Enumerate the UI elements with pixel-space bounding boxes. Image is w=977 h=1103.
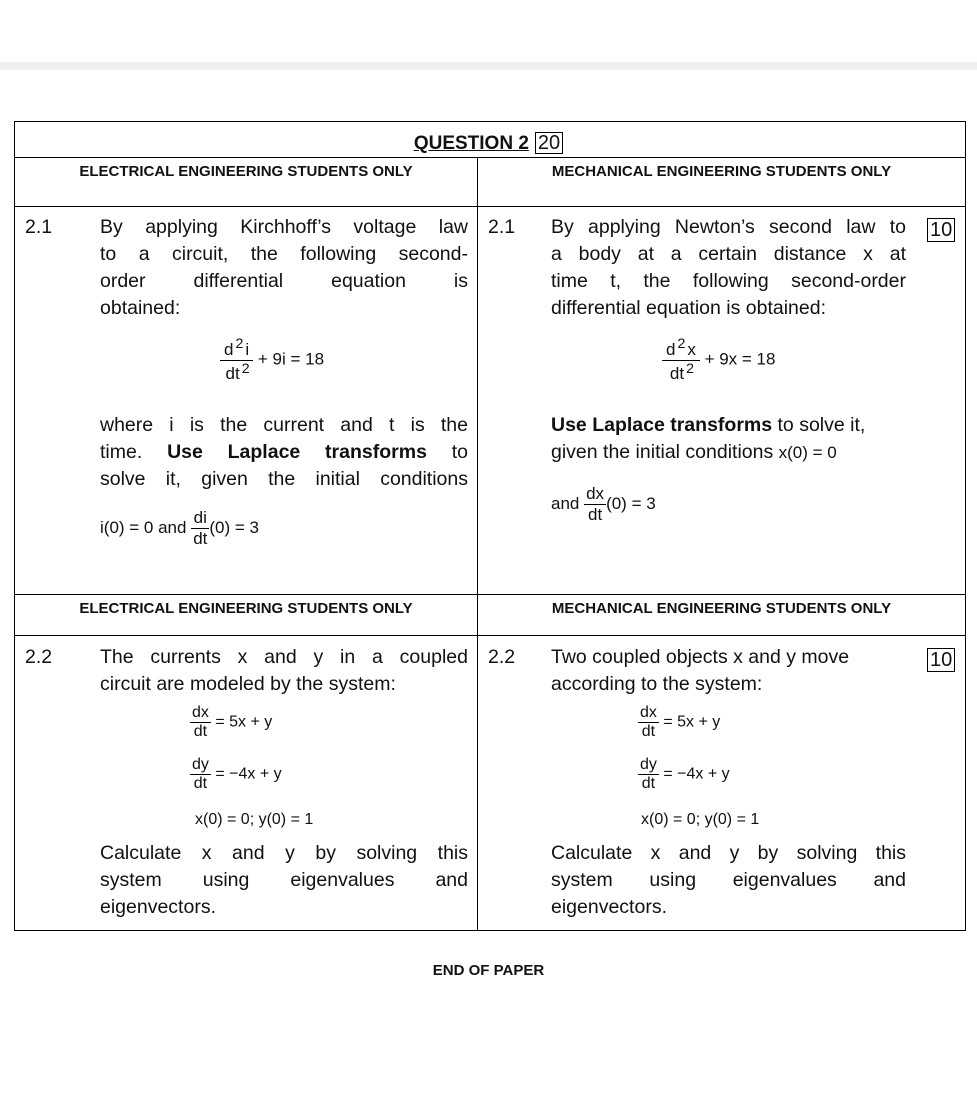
- question-2-2-electrical-instructions: Calculate x and y by solving this system using eigenvalues and eigenvectors.: [100, 842, 468, 918]
- question-2-1-mechanical-text: By applying Newton’s second law to a body at a certain distance x at time t, the following second-order differential equation is obtained:: [551, 216, 906, 319]
- question-2-1-electrical-text: By applying Kirchhoff’s voltage law to a circuit, the following second- order differential equation is obtained:: [100, 216, 468, 319]
- system-initial-values: x(0) = 0; y(0) = 1: [195, 811, 314, 828]
- table-bottom-border: [14, 930, 966, 931]
- system-equation-dy: $\frac{dy}{dt}$ = −4x + y: [640, 756, 730, 792]
- differential-equation: $\frac{d ^2 x}{dt ^2}$ + 9x = 18: [662, 336, 775, 384]
- question-2-2-electrical-text: The currents x and y in a coupled circuit are modeled by the system:: [100, 646, 468, 695]
- question-number: 2.1: [25, 216, 53, 238]
- marks-box: 10: [927, 218, 955, 242]
- title-row-divider: [14, 157, 966, 158]
- electrical-header-2: ELECTRICAL ENGINEERING STUDENTS ONLY: [79, 600, 413, 617]
- section1-bottom: [14, 594, 966, 595]
- system-equation-dy: $\frac{dy}{dt}$ = −4x + y: [192, 756, 282, 792]
- table-left-border: [14, 121, 15, 931]
- question-2-1-electrical-instructions: where i is the current and t is the time. Use Laplace transforms to solve it, given the initial conditions: [100, 414, 468, 490]
- system-initial-values: x(0) = 0; y(0) = 1: [641, 811, 760, 828]
- question-number: 2.2: [25, 646, 53, 668]
- header2-divider: [14, 635, 966, 636]
- mechanical-header-1: MECHANICAL ENGINEERING STUDENTS ONLY: [551, 163, 892, 180]
- system-equation-dx: $\frac{dx}{dt}$ = 5x + y: [192, 704, 273, 740]
- question-total-marks: 20: [535, 132, 563, 154]
- question-2-2-mechanical-text: Two coupled objects x and y move according to the system:: [551, 646, 850, 695]
- differential-equation: $\frac{d ^2 i}{dt ^2}$ + 9i = 18: [220, 336, 324, 384]
- initial-conditions: and $\frac{dx}{dt}$ (0) = 3: [551, 484, 656, 524]
- marks-box: 10: [927, 648, 955, 672]
- electrical-header-1: ELECTRICAL ENGINEERING STUDENTS ONLY: [79, 163, 413, 180]
- question-2-1-mechanical-instructions: Use Laplace transforms to solve it, given the initial conditions x(0) = 0: [551, 414, 866, 463]
- initial-conditions: i(0) = 0 and $\frac{di}{dt}$ (0) = 3: [100, 508, 259, 548]
- end-of-paper: END OF PAPER: [432, 962, 545, 979]
- question-2-2-mechanical-instructions: Calculate x and y by solving this system using eigenvalues and eigenvectors.: [551, 842, 906, 918]
- table-right-border: [965, 121, 966, 931]
- question-number: 2.1: [488, 216, 516, 238]
- question-title: QUESTION 2 20: [0, 132, 977, 155]
- table-top-border: [14, 121, 966, 122]
- mechanical-header-2: MECHANICAL ENGINEERING STUDENTS ONLY: [551, 600, 892, 617]
- system-equation-dx: $\frac{dx}{dt}$ = 5x + y: [640, 704, 721, 740]
- header1-divider: [14, 206, 966, 207]
- column-divider: [477, 157, 478, 930]
- top-divider-band: [0, 62, 977, 70]
- question-number: 2.2: [488, 646, 516, 668]
